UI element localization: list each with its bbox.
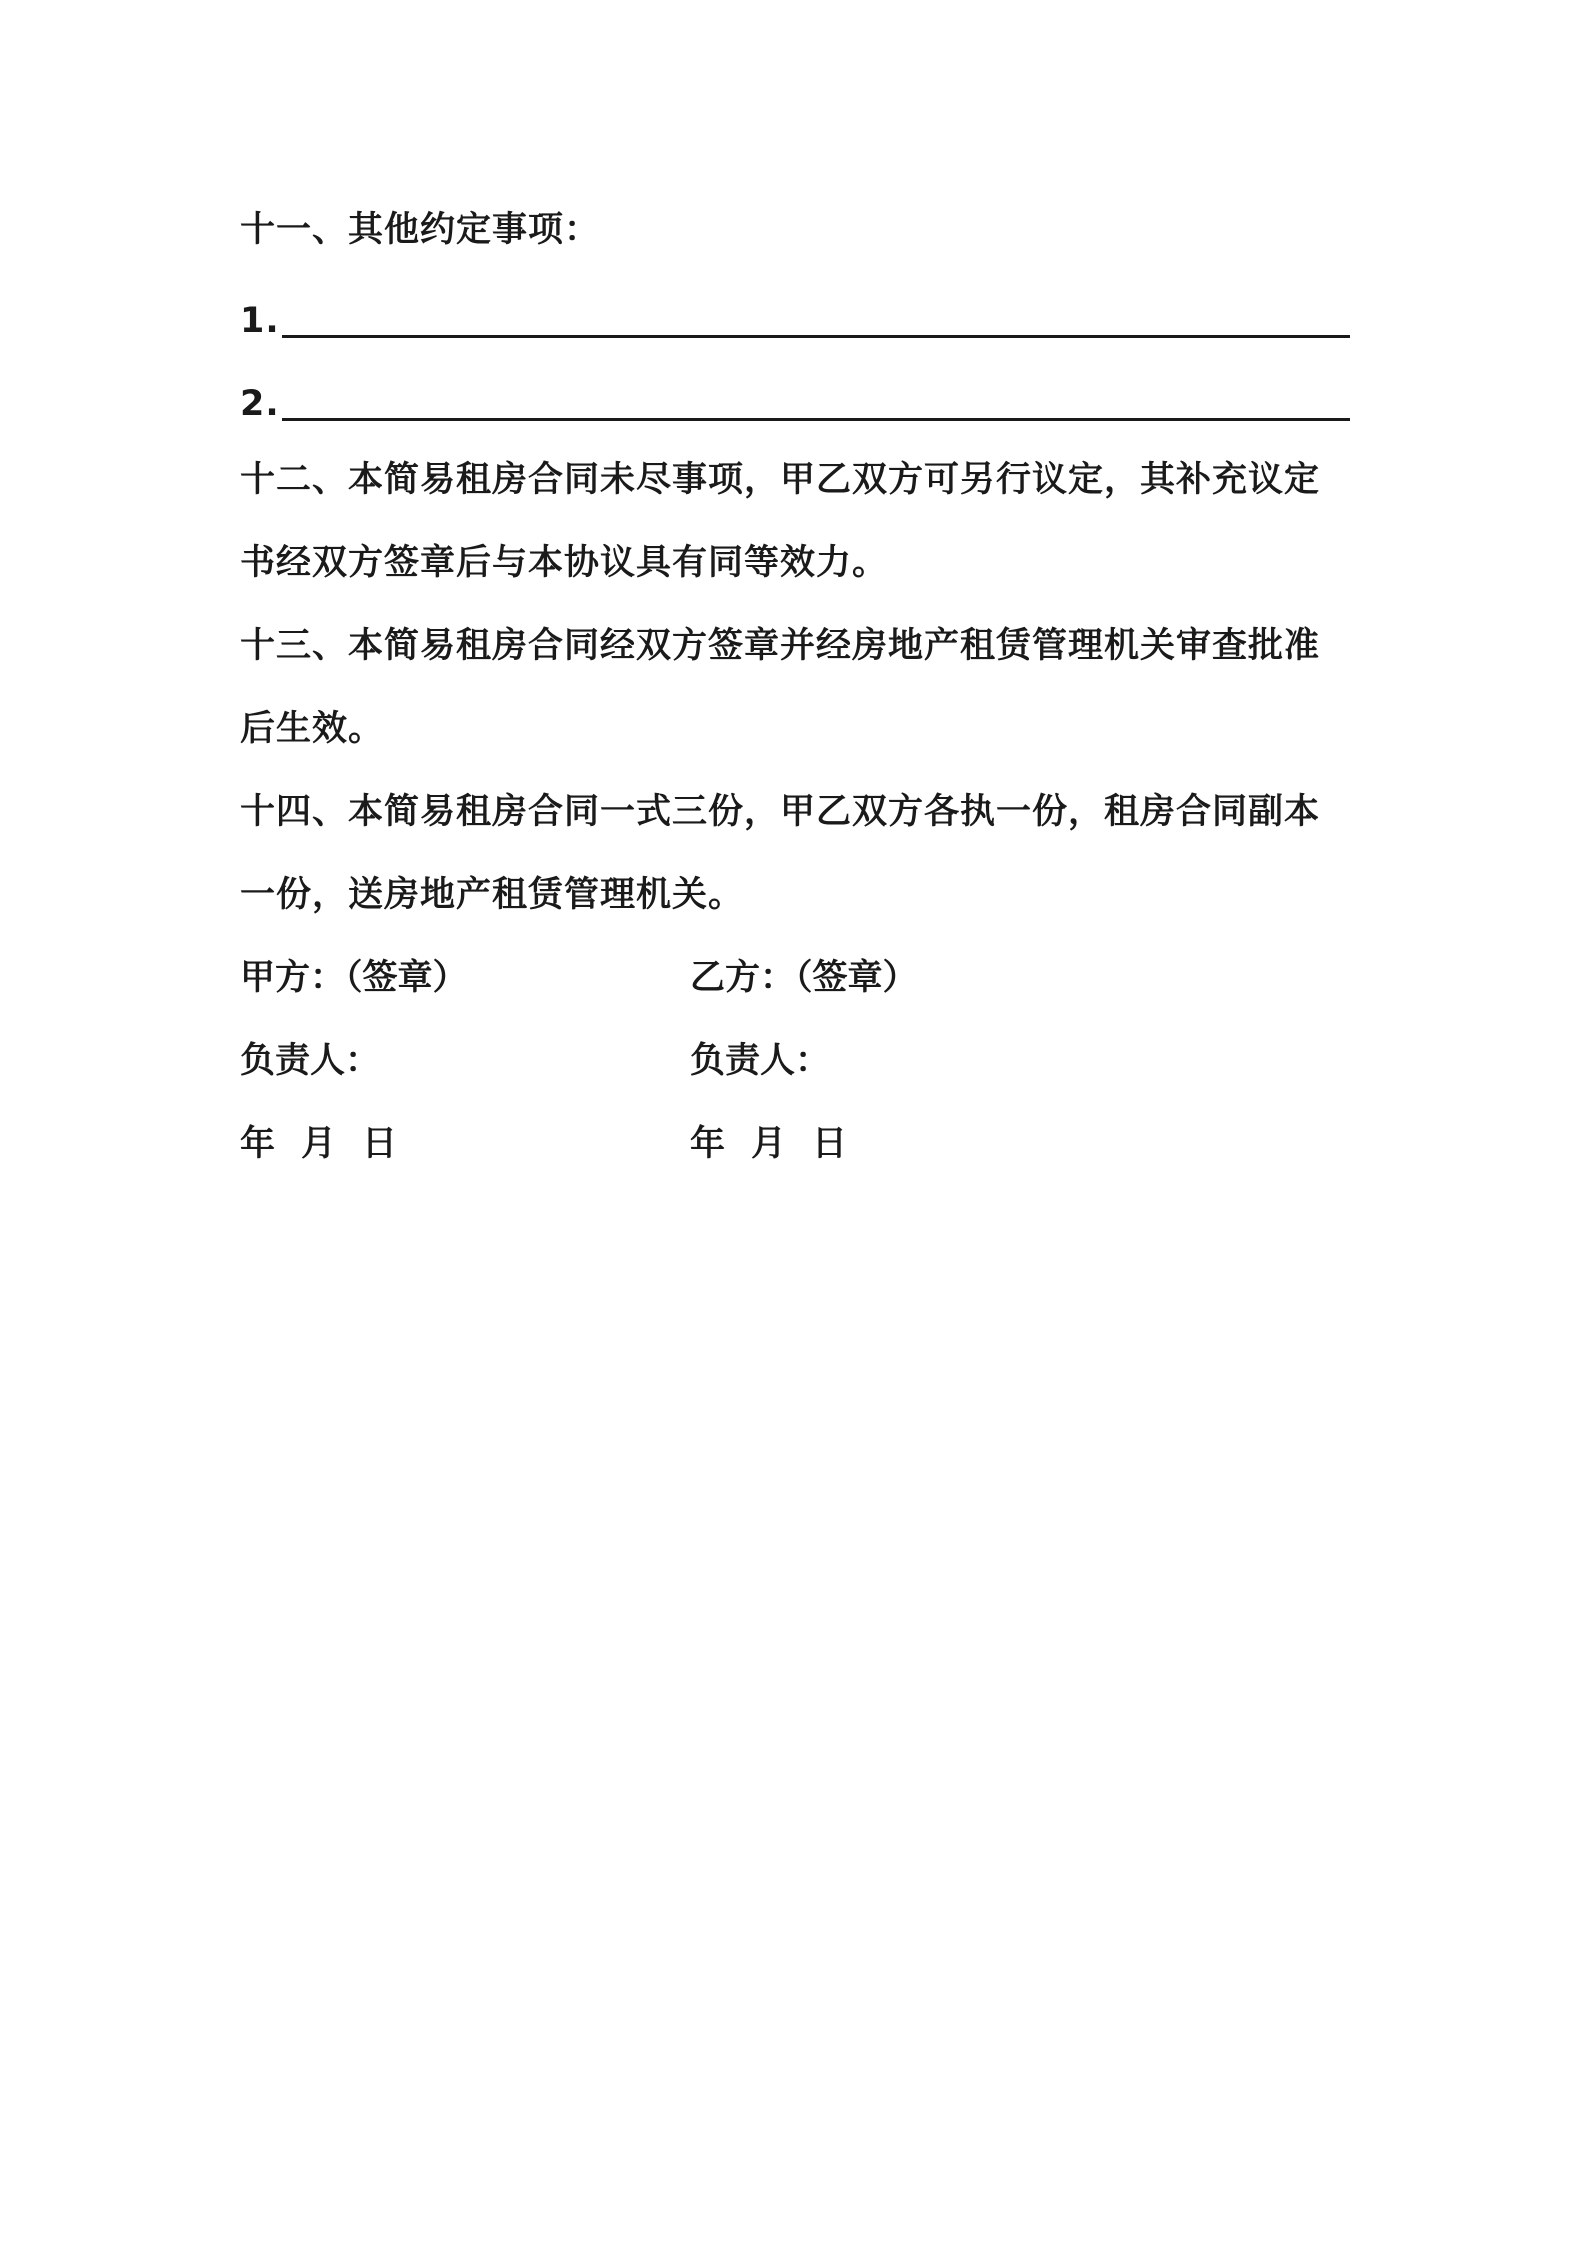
party-a-responsible-label: 负责人： — [240, 1041, 381, 1081]
blank-item-2-number: 2. — [240, 384, 280, 424]
party-a-signature-label: 甲方：（签章） — [240, 958, 468, 998]
blank-item-1 — [240, 296, 1350, 346]
date-row — [240, 1119, 1350, 1169]
blank-item-2-underline — [282, 418, 1350, 421]
responsible-person-row — [240, 1036, 1350, 1086]
party-b-signature-label: 乙方：（签章） — [690, 958, 918, 998]
party-b-date — [690, 1119, 873, 1169]
blank-item-1-underline — [282, 335, 1350, 338]
party-b-responsible-label: 负责人： — [690, 1041, 831, 1081]
party-b-date-day: 日 — [812, 1124, 848, 1164]
party-b-date-month: 月 — [751, 1124, 787, 1164]
party-a-date-month: 月 — [301, 1124, 337, 1164]
clause-14-line-1: 十四、本简易租房合同一式三份，甲乙双方各执一份，租房合同副本 — [240, 792, 1321, 832]
clause-12-line-1: 十二、本简易租房合同未尽事项，甲乙双方可另行议定，其补充议定 — [240, 460, 1321, 500]
blank-item-2 — [240, 379, 1350, 429]
signature-row — [240, 953, 1350, 1003]
clause-12-line-2: 书经双方签章后与本协议具有同等效力。 — [240, 543, 889, 583]
clause-13-line-1: 十三、本简易租房合同经双方签章并经房地产租赁管理机关审查批准 — [240, 626, 1321, 666]
blank-item-1-number: 1. — [240, 301, 280, 341]
party-b-date-year: 年 — [690, 1124, 726, 1164]
clause-11-heading: 十一、其他约定事项： — [240, 210, 601, 250]
party-a-date — [240, 1119, 423, 1169]
party-a-date-day: 日 — [362, 1124, 398, 1164]
clause-14-line-2: 一份，送房地产租赁管理机关。 — [240, 875, 745, 915]
clause-13-line-2: 后生效。 — [240, 709, 385, 749]
party-a-date-year: 年 — [240, 1124, 276, 1164]
